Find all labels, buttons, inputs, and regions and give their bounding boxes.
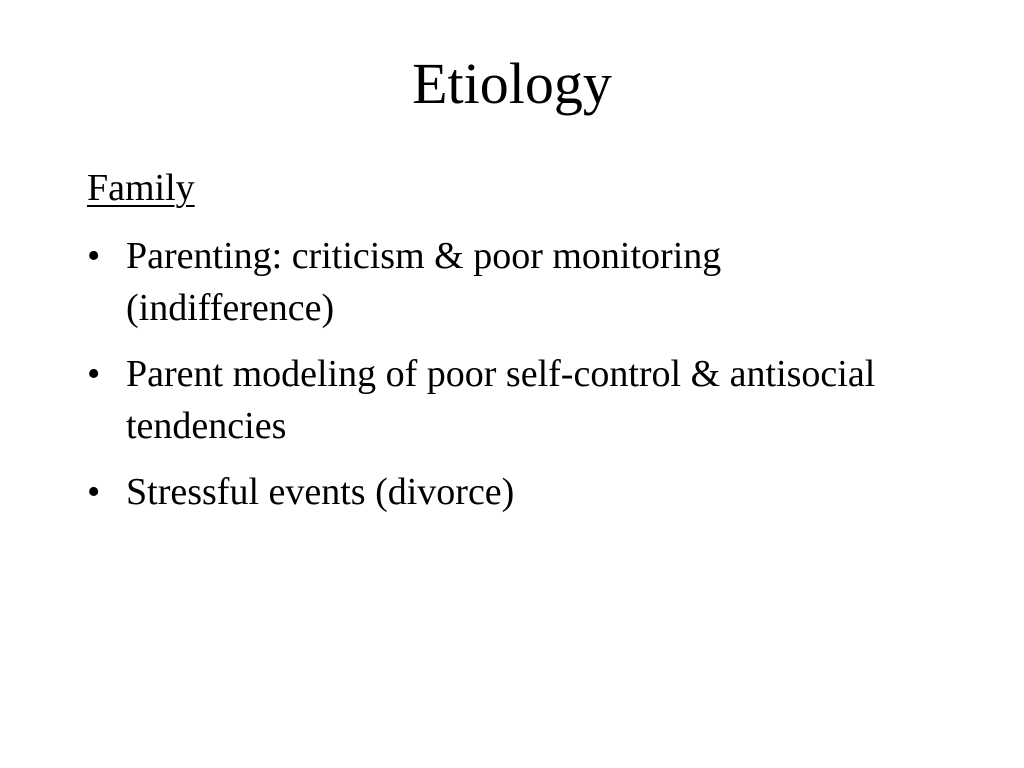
bullet-icon: •	[87, 353, 101, 395]
bullet-item	[87, 230, 887, 334]
bullet-list	[87, 230, 887, 532]
bullet-icon: •	[87, 235, 101, 277]
bullet-item	[87, 466, 887, 518]
bullet-text: Stressful events (divorce)	[126, 471, 515, 513]
bullet-icon: •	[87, 471, 101, 513]
slide-title: Etiology	[412, 51, 612, 116]
bullet-text: Parenting: criticism & poor monitoring (indifference)	[126, 235, 722, 329]
section-heading-family: Family	[87, 167, 195, 209]
bullet-text: Parent modeling of poor self-control & antisocial tendencies	[126, 353, 876, 447]
bullet-item	[87, 348, 887, 452]
